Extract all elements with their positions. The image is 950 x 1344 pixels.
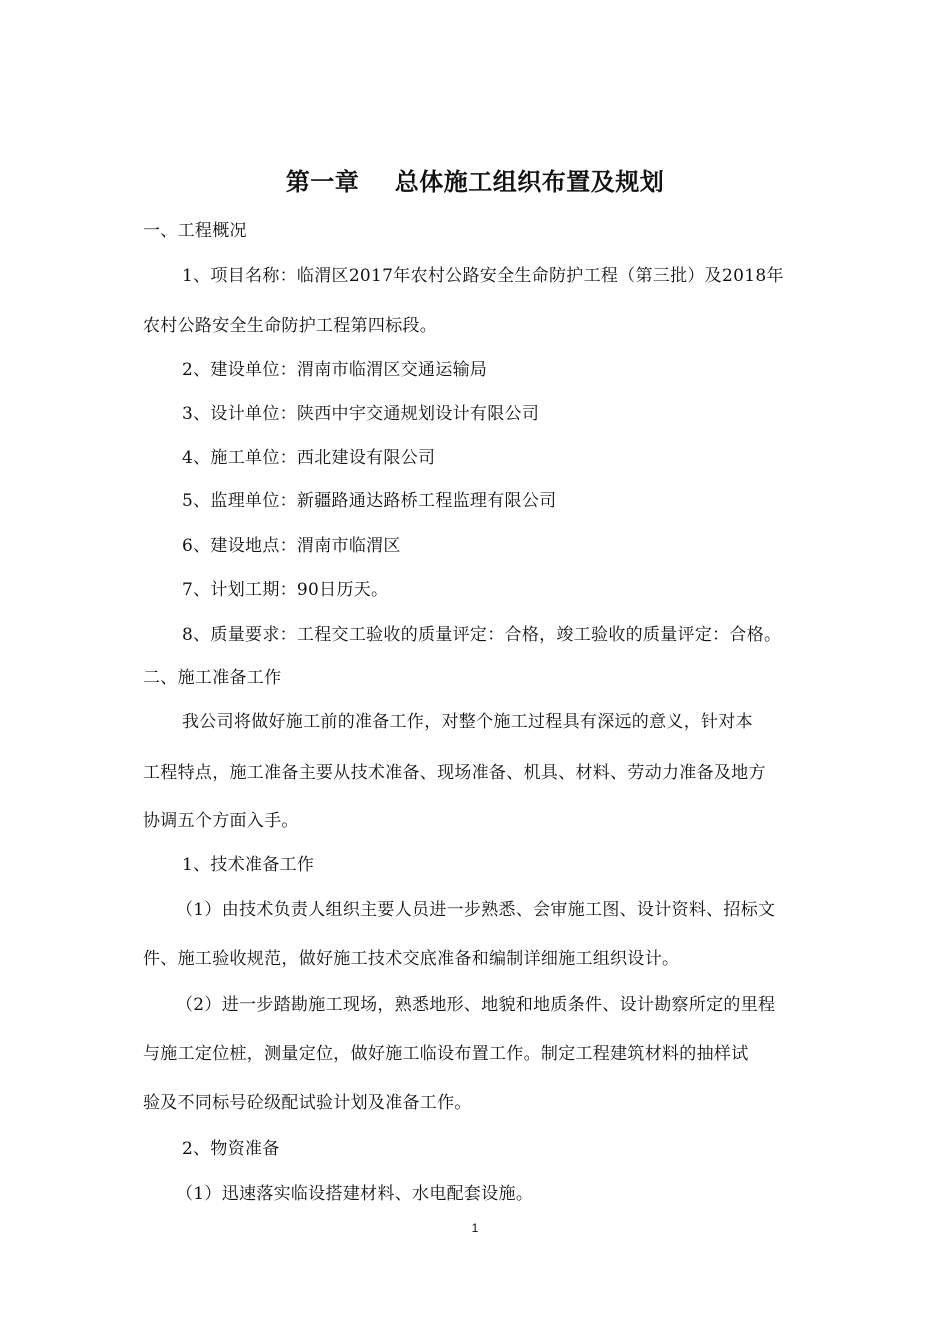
paragraph-technical-2: （2）进一步踏勘施工现场，熟悉地形、地貌和地质条件、设计勘察所定的里程 bbox=[176, 995, 776, 1015]
paragraph-contractor: 4、施工单位：西北建设有限公司 bbox=[182, 448, 436, 468]
paragraph-project-name: 1、项目名称：临渭区2017年农村公路安全生命防护工程（第三批）及2018年 bbox=[182, 266, 784, 286]
paragraph-project-name-cont: 农村公路安全生命防护工程第四标段。 bbox=[143, 316, 438, 336]
paragraph-technical-2-cont1: 与施工定位桩，测量定位，做好施工临设布置工作。制定工程建筑材料的抽样试 bbox=[143, 1044, 749, 1064]
paragraph-quality: 8、质量要求：工程交工验收的质量评定：合格，竣工验收的质量评定：合格。 bbox=[182, 625, 782, 645]
paragraph-supervisor: 5、监理单位：新疆路通达路桥工程监理有限公司 bbox=[182, 491, 557, 511]
page-number: 1 bbox=[471, 1221, 479, 1235]
paragraph-location: 6、建设地点：渭南市临渭区 bbox=[182, 536, 401, 556]
subheading-technical-prep: 1、技术准备工作 bbox=[182, 855, 315, 875]
paragraph-material-1: （1）迅速落实临设搭建材料、水电配套设施。 bbox=[176, 1184, 534, 1204]
paragraph-duration: 7、计划工期：90日历天。 bbox=[182, 580, 389, 600]
section-heading-overview: 一、工程概况 bbox=[143, 221, 247, 241]
paragraph-prep-intro-cont2: 协调五个方面入手。 bbox=[143, 811, 299, 831]
paragraph-owner: 2、建设单位：渭南市临渭区交通运输局 bbox=[182, 360, 488, 380]
chapter-title: 第一章 总体施工组织布置及规划 bbox=[285, 168, 665, 196]
paragraph-designer: 3、设计单位：陕西中宇交通规划设计有限公司 bbox=[182, 404, 540, 424]
paragraph-prep-intro-cont1: 工程特点，施工准备主要从技术准备、现场准备、机具、材料、劳动力准备及地方 bbox=[143, 763, 766, 783]
paragraph-technical-1: （1）由技术负责人组织主要人员进一步熟悉、会审施工图、设计资料、招标文 bbox=[176, 900, 776, 920]
paragraph-technical-1-cont: 件、施工验收规范，做好施工技术交底准备和编制详细施工组织设计。 bbox=[143, 949, 680, 969]
paragraph-prep-intro: 我公司将做好施工前的准备工作，对整个施工过程具有深远的意义，针对本 bbox=[182, 712, 753, 732]
section-heading-preparation: 二、施工准备工作 bbox=[143, 668, 282, 688]
subheading-material-prep: 2、物资准备 bbox=[182, 1139, 280, 1159]
paragraph-technical-2-cont2: 验及不同标号砼级配试验计划及准备工作。 bbox=[143, 1093, 472, 1113]
